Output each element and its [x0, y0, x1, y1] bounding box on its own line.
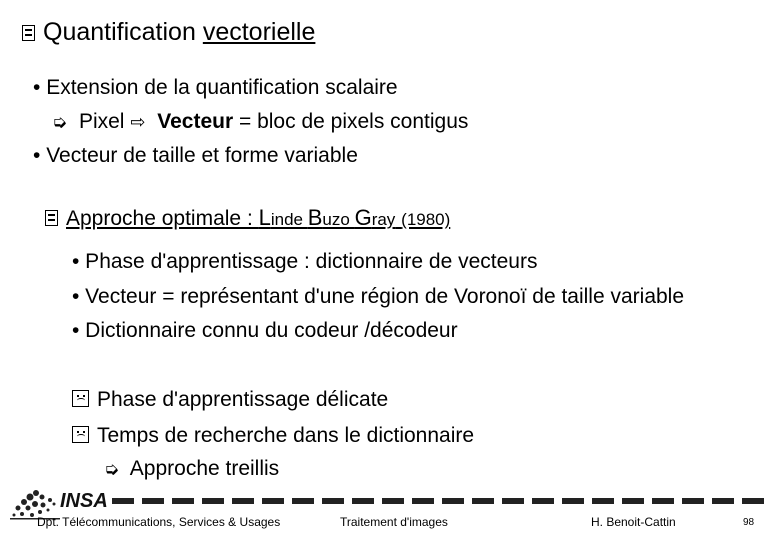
page-number: 98 — [743, 517, 755, 528]
approach-treillis — [104, 457, 279, 481]
footer-department: Dpt. Télécommunications, Services & Usages — [37, 515, 281, 529]
hollow-arrow-icon: ➭ — [52, 112, 68, 132]
footer-dashed-rule — [112, 498, 772, 504]
hollow-arrow-icon: ➭ — [104, 459, 120, 479]
drawback-text: Phase d'apprentissage délicate — [97, 388, 389, 411]
frown-face-icon — [72, 426, 89, 443]
letter-L: L — [258, 205, 271, 230]
drawback-phase — [72, 388, 388, 412]
bullet-pixel-vecteur — [52, 110, 468, 134]
pixel-text: Pixel — [78, 110, 125, 133]
ray: ray — [371, 210, 396, 229]
frown-face-icon — [72, 390, 89, 407]
list-bullet-icon — [45, 210, 58, 226]
year: (1980) — [401, 210, 451, 229]
drawback-temps — [72, 424, 474, 448]
subsection-title — [45, 205, 450, 231]
slide-title — [22, 18, 315, 47]
uzo: uzo — [322, 210, 355, 229]
slide-footer — [0, 488, 780, 540]
approach-text: Approche treillis — [129, 457, 280, 480]
drawback-text: Temps de recherche dans le dictionnaire — [97, 424, 475, 447]
bullet-marker: • — [33, 144, 41, 167]
logo-text: INSA — [60, 490, 108, 512]
vecteur-definition: = bloc de pixels contigus — [238, 110, 469, 133]
sub-bullet-phase: • Phase d'apprentissage : dictionnaire de vecteurs — [72, 250, 538, 273]
footer-course: Traitement d'images — [340, 515, 448, 529]
bullet-vecteur-taille — [33, 144, 358, 168]
title-prefix: Quantification — [43, 18, 196, 46]
bullet-extension — [33, 76, 398, 100]
footer-author: H. Benoit-Cattin — [591, 515, 676, 529]
inde: inde — [270, 210, 308, 229]
vecteur-bold: Vecteur — [157, 110, 234, 133]
subtitle-prefix: Approche optimale : — [66, 207, 259, 230]
bullet-text: Vecteur de taille et forme variable — [46, 144, 358, 167]
letter-G: G — [354, 205, 372, 230]
list-bullet-icon — [22, 25, 35, 41]
bullet-marker: • — [33, 76, 41, 99]
bullet-text: Extension de la quantification scalaire — [46, 76, 398, 99]
title-emph: vectorielle — [202, 18, 316, 46]
sub-bullet-dictionnaire: • Dictionnaire connu du codeur /décodeur — [72, 319, 458, 342]
right-arrow-icon: ⇨ — [130, 112, 146, 132]
sub-bullet-vecteur: • Vecteur = représentant d'une région de Voronoï de taille variable — [72, 285, 685, 308]
letter-B: B — [307, 205, 323, 230]
